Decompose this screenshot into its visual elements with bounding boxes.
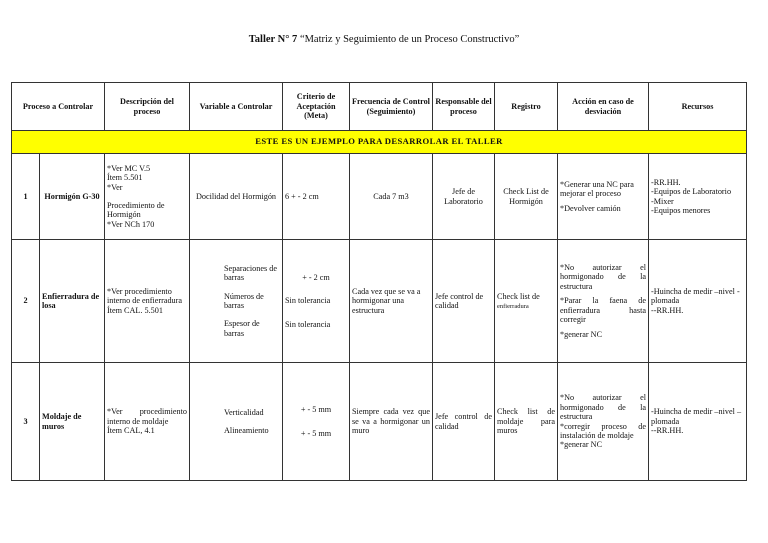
- document-title: [0, 34, 768, 45]
- accion-line: *generar NC: [560, 329, 603, 339]
- row-responsable: Jefe de Laboratorio: [433, 154, 495, 240]
- row-number: 3: [12, 363, 40, 481]
- descripcion-line: Procedimiento de Hormigón: [107, 201, 165, 220]
- header-recursos: Recursos: [649, 83, 747, 131]
- row-responsable: Jefe control de calidad: [433, 363, 495, 481]
- criterio-line: + - 2 cm: [302, 272, 330, 282]
- example-banner-row: [12, 131, 747, 154]
- row-acciones: [558, 240, 649, 363]
- row-descripcion: [105, 240, 190, 363]
- header-frecuencia: Frecuencia de Control (Seguimiento): [350, 83, 433, 131]
- descripcion-line: Ítem CAL. 5.501: [107, 305, 163, 315]
- table-row: [12, 363, 747, 481]
- row-criterio: [283, 240, 350, 363]
- row-number: 1: [12, 154, 40, 240]
- recurso-line: -Huincha de medir –nivel -plomada: [651, 286, 740, 306]
- descripcion-line: *Ver MC V.5: [107, 163, 151, 173]
- row-proceso: Hormigón G-30: [40, 154, 105, 240]
- recurso-line: --RR.HH.: [651, 426, 684, 436]
- accion-line: *Parar la faena de enfierradura hasta corregir: [560, 296, 646, 325]
- row-descripcion: [105, 154, 190, 240]
- row-recursos: [649, 154, 747, 240]
- descripcion-line: *Ver procedimiento interno de moldaje: [107, 407, 187, 426]
- row-acciones: [558, 363, 649, 481]
- row-frecuencia: Siempre cada vez que se va a hormigonar un muro: [350, 363, 433, 481]
- descripcion-line: *Ver: [107, 182, 123, 192]
- row-registro: [495, 240, 558, 363]
- descripcion-line: Ítem CAL, 4.1: [107, 426, 155, 436]
- row-proceso: Enfierradura de losa: [40, 240, 105, 363]
- accion-line: *Devolver camión: [560, 203, 621, 213]
- registro-text-small: enfierradura: [497, 302, 529, 310]
- row-criterio: 6 + - 2 cm: [283, 154, 350, 240]
- variable-line: Números de barras: [224, 291, 264, 310]
- variable-line: Separaciones de barras: [224, 263, 277, 283]
- criterio-line: + - 5 mm: [300, 428, 332, 438]
- row-variable: Docilidad del Hormigón: [190, 154, 283, 240]
- header-row: [12, 83, 747, 131]
- variable-line: Alineamiento: [224, 426, 269, 435]
- accion-line: *No autorizar el hormigonado de la estructura: [560, 393, 646, 422]
- row-frecuencia: Cada 7 m3: [350, 154, 433, 240]
- header-criterio: Criterio de Aceptación (Meta): [283, 83, 350, 131]
- criterio-line: Sin tolerancia: [285, 296, 331, 306]
- header-registro: Registro: [495, 83, 558, 131]
- row-registro: Check List de Hormigón: [495, 154, 558, 240]
- variable-line: Espesor de barras: [224, 319, 260, 338]
- control-matrix-table: [11, 82, 747, 481]
- row-responsable: Jefe control de calidad: [433, 240, 495, 363]
- row-registro: Check list de moldaje para muros: [495, 363, 558, 481]
- variable-line: Verticalidad: [224, 407, 264, 417]
- document-title-rest: “Matriz y Seguimiento de un Proceso Constructivo”: [297, 34, 520, 45]
- accion-line: *corregir proceso de instalación de moldaje: [560, 421, 646, 440]
- row-criterio: [283, 363, 350, 481]
- accion-line: *generar NC: [560, 440, 603, 450]
- example-banner: ESTE ES UN EJEMPLO PARA DESARROLAR EL TALLER: [12, 131, 747, 154]
- recurso-line: -Mixer: [651, 196, 674, 206]
- row-descripcion: [105, 363, 190, 481]
- header-proceso: Proceso a Controlar: [12, 83, 105, 131]
- row-variable: [190, 363, 283, 481]
- row-recursos: [649, 240, 747, 363]
- recurso-line: -Equipos de Laboratorio: [651, 187, 732, 197]
- row-acciones: [558, 154, 649, 240]
- row-proceso: Moldaje de muros: [40, 363, 105, 481]
- accion-line: *Generar una NC para mejorar el proceso: [560, 179, 634, 199]
- header-variable: Variable a Controlar: [190, 83, 283, 131]
- recurso-line: -Huincha de medir –nivel –plomada: [651, 407, 742, 426]
- row-recursos: [649, 363, 747, 481]
- row-frecuencia: Cada vez que se va a hormigonar una estructura: [350, 240, 433, 363]
- header-descripcion: Descripción del proceso: [105, 83, 190, 131]
- descripcion-line: *Ver procedimiento interno de enfierradura: [107, 286, 183, 306]
- header-accion: Acción en caso de desviación: [558, 83, 649, 131]
- criterio-line: Sin tolerancia: [285, 319, 331, 329]
- recurso-line: --RR.HH.: [651, 305, 684, 315]
- descripcion-line: *Ver NCh 170: [107, 219, 155, 229]
- table-row: [12, 154, 747, 240]
- table-row: [12, 240, 747, 363]
- document-title-bold: Taller N° 7: [248, 34, 298, 45]
- criterio-line: + - 5 mm: [300, 405, 332, 415]
- row-number: 2: [12, 240, 40, 363]
- registro-text: Check list de: [497, 291, 540, 301]
- descripcion-line: Ítem 5.501: [107, 173, 143, 183]
- recurso-line: -RR.HH.: [651, 177, 681, 187]
- accion-line: *No autorizar el hormigonado de la estructura: [560, 263, 646, 291]
- row-variable: [190, 240, 283, 363]
- recurso-line: -Equipos menores: [651, 205, 711, 215]
- header-responsable: Responsable del proceso: [433, 83, 495, 131]
